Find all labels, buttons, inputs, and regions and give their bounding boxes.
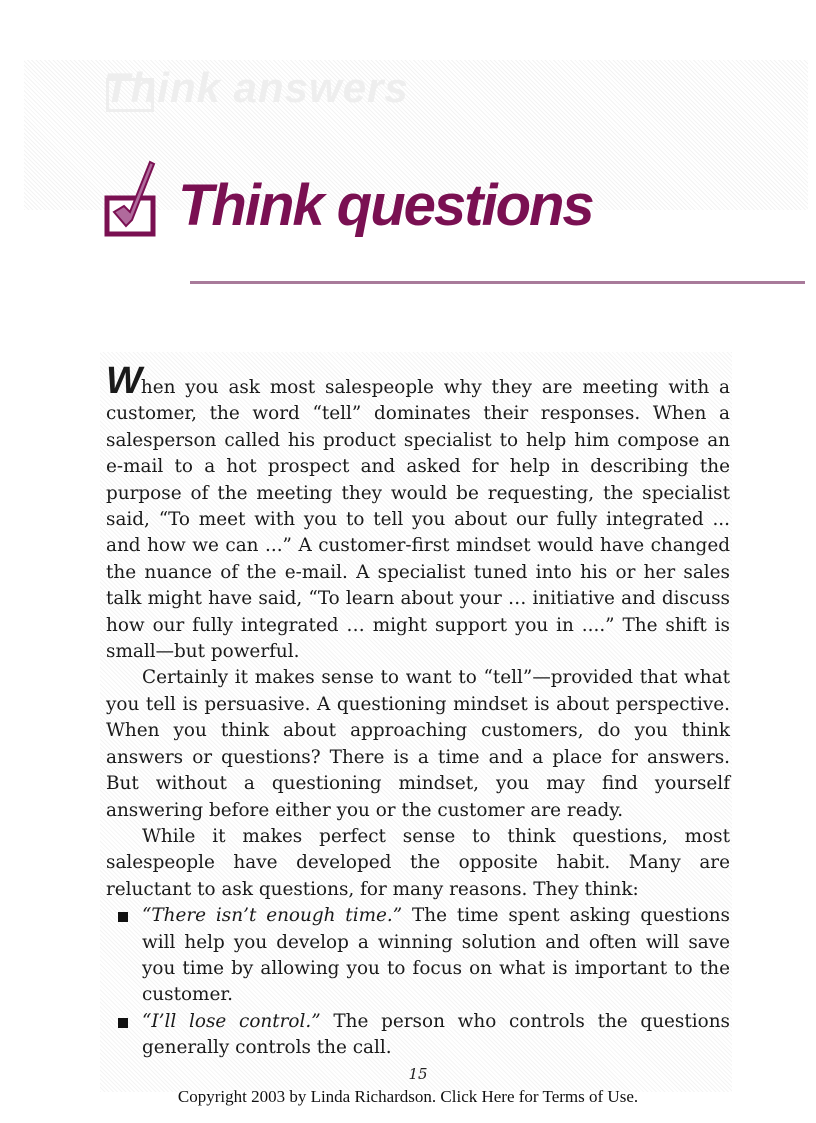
square-bullet-icon xyxy=(118,912,128,922)
checkbox-check-icon xyxy=(104,160,164,240)
reasons-list xyxy=(106,903,730,1061)
page-number: 15 xyxy=(408,1065,428,1083)
faded-previous-heading: Think answers xyxy=(104,64,409,111)
copyright-link[interactable]: Copyright 2003 by Linda Richardson. Click Here for Terms of Use. xyxy=(177,1087,639,1106)
square-bullet-icon xyxy=(118,1018,128,1028)
list-item-text: The time spent asking questions will help you develop a winning solution and often will save you time by allowing you to focus on what is important to the customer. xyxy=(142,905,730,1006)
paragraph-1-text: hen you ask most salespeople why they are meeting with a customer, the word “tell” dominates their responses. When a salesperson called his product specialist to help him compose an e-mail to a hot prospect and asked for help in describing the purpose of the meeting they would be requesting, the specialist said, “To meet with you to tell you about our fully integrated ... and how we can ...” A customer-first mindset would have changed the nuance of the e-mail. A specialist tuned into his or her sales talk might have said, “To learn about your … initiative and discuss how our fully integrated … might support you in ....” The shift is small—but powerful. xyxy=(106,377,730,663)
paragraph-1 xyxy=(106,360,730,665)
title-divider xyxy=(190,281,805,284)
list-item xyxy=(106,903,730,1009)
list-item-text: The person who controls the questions generally controls the call. xyxy=(142,1010,730,1059)
chapter-title: Think questions xyxy=(178,173,593,238)
list-item-quote: “There isn’t enough time.” xyxy=(142,905,403,927)
list-item xyxy=(106,1009,730,1062)
body-text xyxy=(106,360,730,1062)
paragraph-3: While it makes perfect sense to think questions, most salespeople have developed the opposite habit. Many are reluctant to ask questions, for many reasons. They think: xyxy=(106,825,730,900)
chapter-header xyxy=(104,160,804,250)
drop-cap: W xyxy=(106,360,141,402)
list-item-quote: “I’ll lose control.” xyxy=(142,1010,321,1032)
paragraph-2: Certainly it makes sense to want to “tell”—provided that what you tell is persuasive. A questioning mindset is about perspective. When you think about approaching customers, do you think answers or questions? There is a time and a place for answers. But without a questioning mindset, you may find yourself answering before either you or the customer are ready. xyxy=(106,667,730,821)
